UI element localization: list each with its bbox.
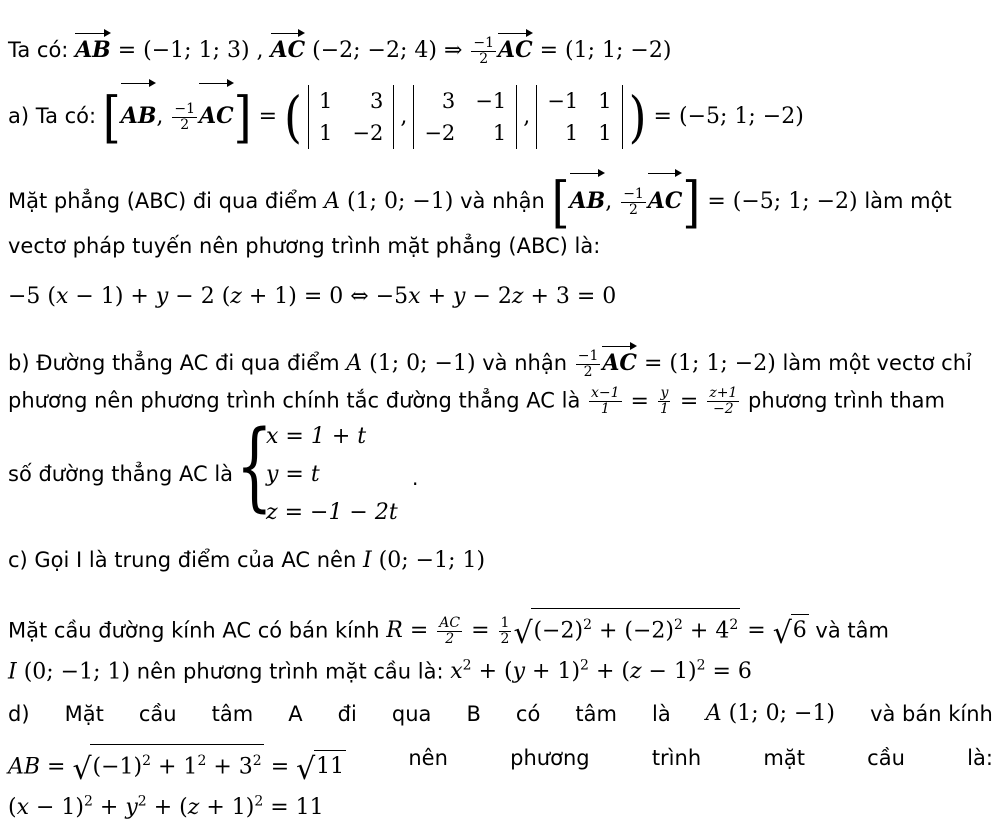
text-param-ac: số đường thẳng AC là (8, 462, 234, 486)
math-point-a-2: A (1; 0; −1) (346, 351, 476, 376)
eq-z: z = −1 − 2t (266, 500, 398, 525)
math-point-a-3: A (1; 0; −1) (705, 701, 836, 726)
line-8 (8, 460, 993, 488)
word: B (466, 702, 481, 726)
text-and-take: và nhận (460, 189, 545, 213)
line-7 (8, 386, 993, 417)
line-6 (8, 343, 993, 380)
math-sphere-d: $(x - 1)^2 + y^2 + (z + 1)^2 = 11$ (8, 794, 324, 821)
math-ab-length: AB = √ $(-1)^2 + 1^2 + 3^2$ = √ 11 (8, 744, 346, 781)
eq-y: y = t (266, 462, 320, 487)
word: có (515, 702, 541, 726)
text-sphere-radius: Mặt cầu đường kính AC có bán kính (8, 618, 380, 643)
math-direction: $\frac{-1}{2}$ AC = (1; 1; −2) (574, 351, 776, 376)
word: mặt (763, 746, 805, 770)
brace-symbol: { (236, 410, 273, 522)
word: A (288, 702, 303, 726)
word: trình (651, 746, 702, 770)
line-4 (8, 232, 993, 260)
word: là: (967, 746, 993, 770)
line-9 (8, 546, 993, 575)
word: là (651, 702, 671, 726)
text-line-ac: b) Đường thẳng AC đi qua điểm (8, 351, 340, 375)
period: . (412, 466, 419, 490)
math-ab-ac: AB = (−1; 1; 3) , AC (−2; −2; 4) ⇒ $\frac{-1}{2}$ AC = (1; 1; −2) (75, 38, 671, 63)
word: cầu (867, 746, 905, 770)
text-sphere-eq: nên phương trình mặt cầu là: (136, 659, 444, 684)
math-normal: [AB, $\frac{-1}{2}$ AC] = (−5; 1; −2) (551, 169, 858, 235)
text-parametric: phương trình tham (748, 388, 945, 413)
line-14 (8, 788, 993, 822)
line-11 (8, 652, 993, 686)
word: tâm (211, 702, 254, 726)
line-12 (8, 700, 993, 728)
text-normal-vector: vectơ pháp tuyến nên phương trình mặt phẳng (ABC) là: (8, 234, 601, 258)
text-and-take-2: và nhận (482, 351, 568, 375)
text-canonical: phương nên phương trình chính tắc đường thẳng AC là (8, 388, 581, 413)
line-3 (8, 169, 993, 235)
word: cầu (138, 702, 177, 726)
math-plane-equation: −5 (x − 1) + y − 2 (z + 1) = 0 ⇔ −5x + y − 2z + 3 = 0 (8, 284, 617, 309)
math-canonical: $\frac{x-1}{1}$ = $\frac{y}{1}$ = $\frac{z+1}{-2}$ (591, 385, 738, 417)
parametric-system (236, 410, 456, 530)
eq-x: x = 1 + t (266, 424, 367, 449)
text-and-center: và tâm (815, 618, 889, 643)
text-a-ta-co: a) Ta có: (8, 104, 97, 128)
math-sphere-c: $x^2 + (y + 1)^2 + (z - 1)^2 = 6$ (450, 658, 752, 685)
line-2 (8, 80, 993, 150)
math-point-a: A (1; 0; −1) (324, 189, 454, 214)
word: qua (391, 702, 432, 726)
word: nên (408, 746, 448, 770)
word: tâm (575, 702, 617, 726)
line-5 (8, 282, 993, 311)
text-ta-co: Ta có: (8, 38, 69, 62)
text-midpoint: c) Gọi I là trung điểm của AC nên (8, 548, 357, 572)
word: Mặt (64, 702, 104, 726)
line-13 (8, 744, 993, 788)
math-radius: R = $\frac{AC}{2}$ = $\frac{1}{2}$ √ $(-2)^2 + (-2)^2 + 4^2$ = √ 6 (386, 618, 808, 643)
text-plane-through: Mặt phẳng (ABC) đi qua điểm (8, 189, 318, 213)
line-1 (8, 30, 993, 67)
line-10 (8, 608, 993, 652)
math-cross-product: [AB, $\frac{-1}{2}$ AC] = ( 1 3 1 −2,3 −1 −2 1,−1 1 1 1 ) = (−5; 1; −2) (103, 104, 804, 129)
word: d) (8, 702, 30, 726)
text-direction-vector: làm một vectơ chỉ (782, 351, 972, 375)
math-point-i: I (0; −1; 1) (362, 548, 486, 573)
word: đi (337, 702, 357, 726)
text-as-a: làm một (864, 189, 952, 213)
math-center-i: I (0; −1; 1) (8, 659, 131, 685)
word: phương (510, 746, 590, 770)
text-and-radius: và bán kính (870, 702, 993, 726)
